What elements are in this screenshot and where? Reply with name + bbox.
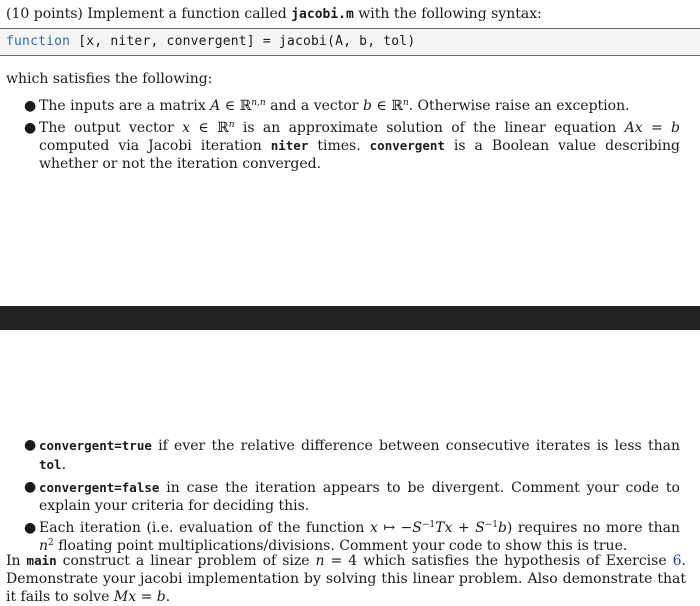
function-signature — [6, 34, 415, 49]
item-text: if ever the relative difference between consecutive iterates is less than — [151, 438, 680, 454]
closing-paragraph: In main construct a linear problem of size n = 4 which satisfies the hypothesis of Exercise 6. Demonstrate your jacobi implementation by solving this linear problem. Also demonstrate that it fails to solve Mx = b. — [6, 553, 686, 605]
heading-filename: jacobi.m — [291, 7, 354, 22]
item-text: floating point multiplications/divisions. Comment your code to show this is true. — [53, 537, 628, 554]
code-convergent: convergent — [369, 138, 445, 153]
item-text: and a vector — [265, 98, 363, 114]
heading-suffix: with the following syntax: — [353, 6, 542, 22]
list-item — [0, 479, 700, 515]
bullet-icon: ● — [24, 437, 37, 453]
list-item: ● Each iteration (i.e. evaluation of the function x ↦ $-S^{-1}Tx + S^{-1}b$) requires no more than $n^2$ floating point multiplications/divisions. Comment your code to show this is true. — [24, 520, 680, 554]
heading-text: (10 points) Implement a function called — [6, 6, 292, 22]
item-text: times. — [308, 138, 370, 154]
list-item — [0, 437, 700, 474]
list-item: ● The inputs are a matrix A ∈ ℝ$^{n,n}$ and a vector b ∈ ℝ$^n$. Otherwise raise an exception. — [24, 98, 630, 114]
math-vector-b: b — [362, 98, 372, 114]
closing-text: which satisfies the hypothesis of Exercise — [357, 553, 673, 569]
item-text: in case the iteration appears to be divergent. Comment your code to explain your criteria for deciding this. — [39, 480, 680, 514]
code-convergent-true: convergent=true — [39, 438, 152, 453]
math-function-map: x — [369, 520, 378, 536]
bullet-icon: ● — [24, 98, 37, 114]
question-heading — [6, 5, 542, 24]
item-text: The inputs are a matrix — [39, 98, 211, 114]
closing-text: . — [165, 589, 171, 605]
item-text: . Otherwise raise an exception. — [408, 98, 630, 114]
math-superscript: n,n — [251, 98, 266, 108]
requirements-list-bottom — [0, 437, 700, 560]
item-text: computed via Jacobi iteration — [39, 138, 271, 154]
exercise-reference-link[interactable]: 6 — [672, 553, 682, 569]
item-text: Each iteration (i.e. evaluation of the function — [39, 520, 370, 536]
code-tol: tol — [39, 456, 62, 472]
item-text: . — [61, 456, 67, 473]
code-main: main — [26, 553, 57, 568]
item-text: is an approximate solution of the linear equation — [234, 119, 625, 136]
bullet-icon: ● — [24, 520, 37, 536]
code-niter: niter — [270, 138, 309, 153]
math-reals: ℝ — [239, 98, 252, 114]
list-item: ● The output vector x ∈ ℝ$^n$ is an approximate solution of the linear equation Ax = b computed via Jacobi iteration niter times. convergent is a Boolean value describing whether or not the iteration converged. — [24, 119, 681, 172]
math-x: x — [182, 119, 191, 136]
closing-text: construct a linear problem of size — [56, 553, 316, 569]
item-text: ) requires no more than — [506, 520, 680, 536]
requirements-list-top — [0, 98, 700, 177]
closing-text: In — [6, 553, 27, 569]
code-convergent-false: convergent=false — [39, 480, 160, 495]
code-signature: [x, niter, convergent] = jacobi(A, b, tol) — [70, 34, 416, 49]
item-text: The output vector — [39, 119, 183, 136]
math-n-squared: n — [39, 537, 49, 554]
math-matrix-a: A — [210, 98, 221, 114]
item-text: is a Boolean value describing whether or not the iteration converged. — [39, 138, 681, 172]
math-n-equals-4: n — [315, 553, 325, 569]
intro-text: which satisfies the following: — [6, 71, 213, 87]
bullet-icon: ● — [24, 119, 37, 136]
code-keyword: function — [6, 34, 71, 49]
math-equation: Ax — [624, 119, 643, 136]
function-signature-block — [0, 28, 700, 56]
bullet-icon: ● — [24, 479, 37, 495]
closing-text: . Demonstrate your jacobi implementation by solving this linear problem. Also demonstrate that it fails to solve — [6, 553, 686, 605]
math-mx-equals-b: Mx — [113, 589, 137, 605]
dark-divider-bar — [0, 306, 700, 330]
